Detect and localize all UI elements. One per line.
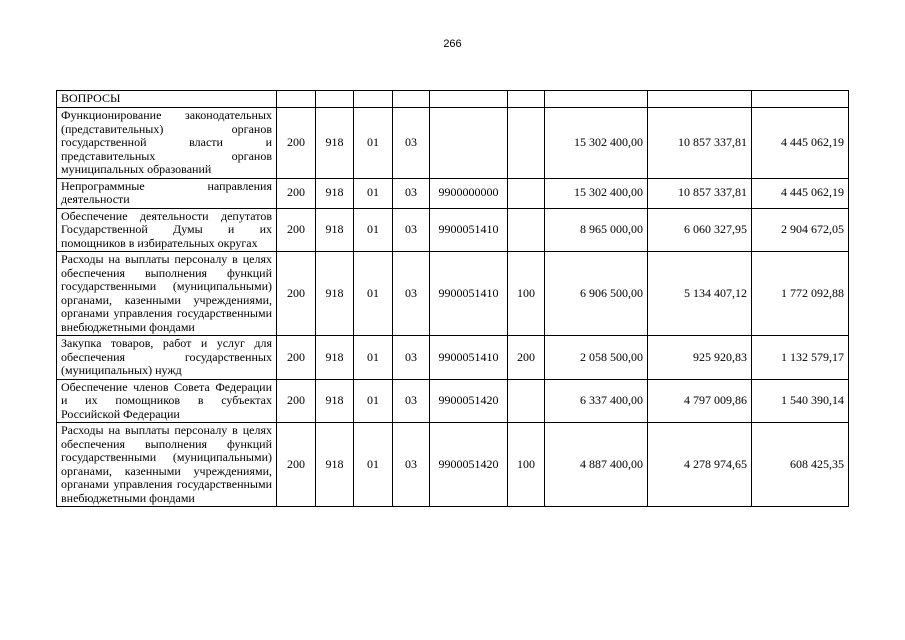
expense-type-cell xyxy=(508,108,545,179)
table-body xyxy=(57,91,849,507)
expense-type-cell xyxy=(508,379,545,423)
remainder-amount-cell: 4 445 062,19 xyxy=(752,108,849,179)
table-row xyxy=(57,379,849,423)
section-cell: 01 xyxy=(354,252,393,336)
row-name: Закупка товаров, работ и услуг для обеспечения государственных (муниципальных) нужд xyxy=(57,336,277,380)
remainder-amount-cell: 1 540 390,14 xyxy=(752,379,849,423)
executed-amount-cell: 10 857 337,81 xyxy=(648,178,752,208)
subsection-cell: 03 xyxy=(393,379,430,423)
page-number: 266 xyxy=(443,38,462,50)
section-cell: 01 xyxy=(354,178,393,208)
executed-amount-cell: 5 134 407,12 xyxy=(648,252,752,336)
row-name: Расходы на выплаты персоналу в целях обеспечения выполнения функций государственными (муниципальными) органами, казенными учреждениями, органами управления государственными внебюджетными фондами xyxy=(57,423,277,507)
code-cell: 200 xyxy=(277,178,316,208)
row-name: Обеспечение деятельности депутатов Государственной Думы и их помощников в избирательных округах xyxy=(57,208,277,252)
table-row xyxy=(57,208,849,252)
row-name: Функционирование законодательных (представительных) органов государственной власти и представительных органов муниципальных образований xyxy=(57,108,277,179)
budget-table xyxy=(56,90,849,507)
code-cell: 200 xyxy=(277,108,316,179)
section-cell: 01 xyxy=(354,379,393,423)
plan-amount-cell: 4 887 400,00 xyxy=(545,423,648,507)
target-article-cell xyxy=(430,108,508,179)
executed-amount-cell: 6 060 327,95 xyxy=(648,208,752,252)
code-cell: 918 xyxy=(316,208,354,252)
section-cell: 01 xyxy=(354,336,393,380)
table-row xyxy=(57,252,849,336)
subsection-cell: 03 xyxy=(393,108,430,179)
section-cell: 01 xyxy=(354,208,393,252)
subsection-cell: 03 xyxy=(393,423,430,507)
continuation-row xyxy=(57,91,849,108)
remainder-amount-cell: 4 445 062,19 xyxy=(752,178,849,208)
target-article-cell: 9900051420 xyxy=(430,423,508,507)
plan-amount-cell: 6 906 500,00 xyxy=(545,252,648,336)
table-row xyxy=(57,423,849,507)
code-cell: 200 xyxy=(277,208,316,252)
target-article-cell: 9900051420 xyxy=(430,379,508,423)
remainder-amount-cell: 608 425,35 xyxy=(752,423,849,507)
expense-type-cell: 100 xyxy=(508,423,545,507)
code-cell: 200 xyxy=(277,379,316,423)
expense-type-cell: 100 xyxy=(508,252,545,336)
table-row xyxy=(57,336,849,380)
expense-type-cell xyxy=(508,178,545,208)
plan-amount-cell: 15 302 400,00 xyxy=(545,178,648,208)
code-cell: 200 xyxy=(277,423,316,507)
code-cell: 200 xyxy=(277,336,316,380)
code-cell: 200 xyxy=(277,252,316,336)
target-article-cell: 9900051410 xyxy=(430,252,508,336)
executed-amount-cell: 4 278 974,65 xyxy=(648,423,752,507)
expense-type-cell xyxy=(508,208,545,252)
code-cell: 918 xyxy=(316,178,354,208)
target-article-cell: 9900051410 xyxy=(430,336,508,380)
plan-amount-cell: 6 337 400,00 xyxy=(545,379,648,423)
plan-amount-cell: 15 302 400,00 xyxy=(545,108,648,179)
code-cell: 918 xyxy=(316,379,354,423)
table-row xyxy=(57,178,849,208)
target-article-cell: 9900051410 xyxy=(430,208,508,252)
subsection-cell: 03 xyxy=(393,178,430,208)
plan-amount-cell: 8 965 000,00 xyxy=(545,208,648,252)
remainder-amount-cell: 2 904 672,05 xyxy=(752,208,849,252)
table-row xyxy=(57,108,849,179)
row-name: Расходы на выплаты персоналу в целях обеспечения выполнения функций государственными (муниципальными) органами, казенными учреждениями, органами управления государственными внебюджетными фондами xyxy=(57,252,277,336)
row-name: Обеспечение членов Совета Федерации и их помощников в субъектах Российской Федерации xyxy=(57,379,277,423)
continuation-label: ВОПРОСЫ xyxy=(57,91,277,108)
subsection-cell: 03 xyxy=(393,336,430,380)
executed-amount-cell: 10 857 337,81 xyxy=(648,108,752,179)
code-cell: 918 xyxy=(316,336,354,380)
executed-amount-cell: 925 920,83 xyxy=(648,336,752,380)
plan-amount-cell: 2 058 500,00 xyxy=(545,336,648,380)
remainder-amount-cell: 1 772 092,88 xyxy=(752,252,849,336)
target-article-cell: 9900000000 xyxy=(430,178,508,208)
code-cell: 918 xyxy=(316,108,354,179)
row-name: Непрограммные направления деятельности xyxy=(57,178,277,208)
expense-type-cell: 200 xyxy=(508,336,545,380)
code-cell: 918 xyxy=(316,423,354,507)
code-cell: 918 xyxy=(316,252,354,336)
section-cell: 01 xyxy=(354,423,393,507)
remainder-amount-cell: 1 132 579,17 xyxy=(752,336,849,380)
subsection-cell: 03 xyxy=(393,252,430,336)
executed-amount-cell: 4 797 009,86 xyxy=(648,379,752,423)
subsection-cell: 03 xyxy=(393,208,430,252)
section-cell: 01 xyxy=(354,108,393,179)
